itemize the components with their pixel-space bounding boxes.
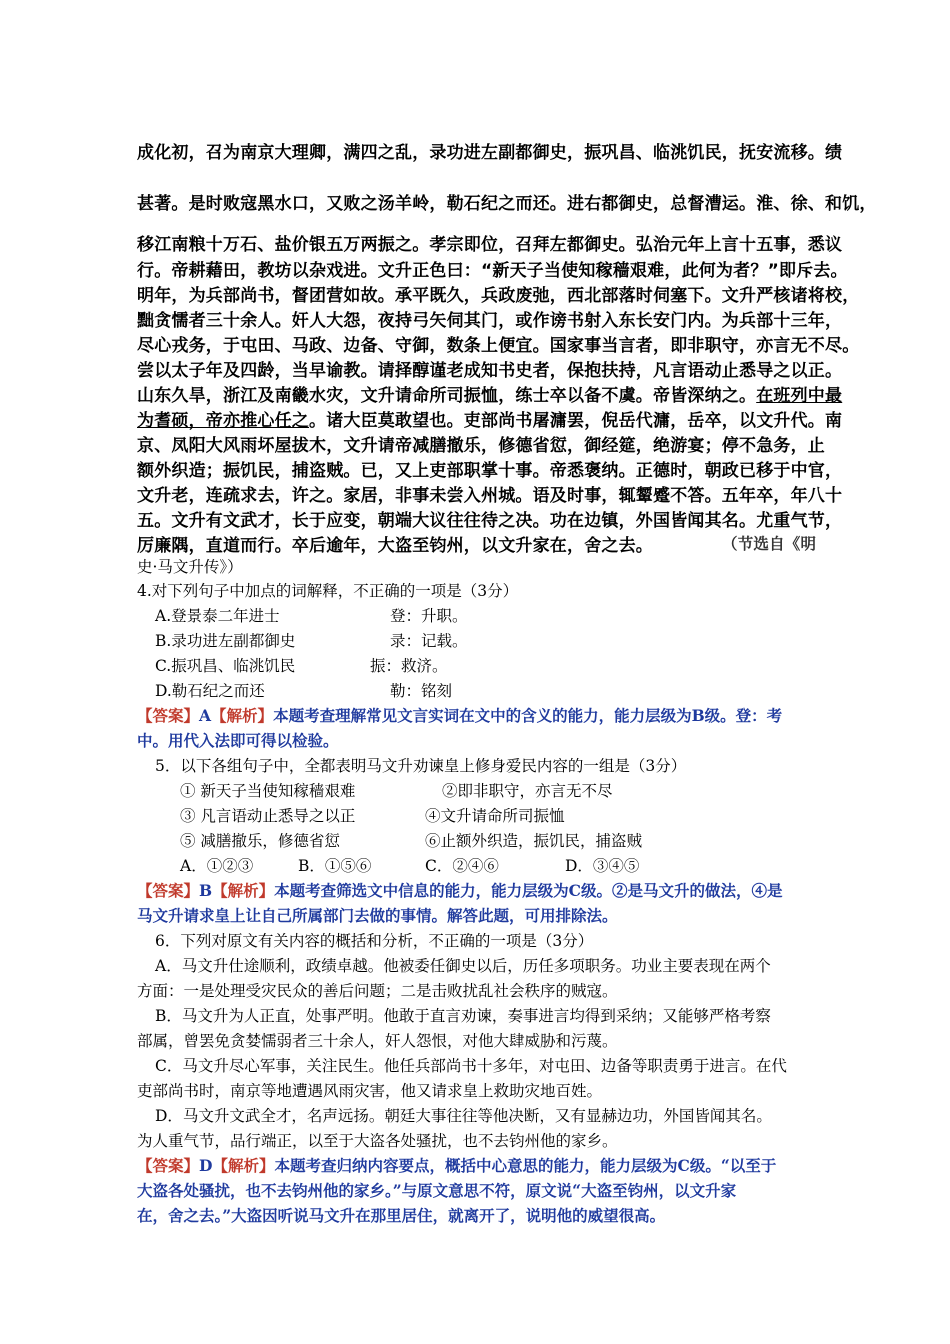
passage-line: 五。文升有文武才，长于应变，朝端大议往往待之决。功在边镇，外国皆闻其名。尤重气节，	[137, 511, 843, 531]
question-6-option: B．马文升为人正直，处事严明。他敢于直言劝谏，奏事进言均得到采纳；又能够严格考察	[155, 1007, 771, 1025]
question-5-choices	[180, 854, 870, 876]
analysis-text: 在，舍之去。”大盗因听说马文升在那里居住，就离开了，说明他的威望很高。	[137, 1206, 666, 1225]
option-gloss: 录：记载。	[390, 632, 468, 650]
passage-line: 甚著。是时败寇黑水口，又败之汤羊岭，勒石纪之而还。进右都御史，总督漕运。淮、徐、和饥，	[137, 194, 877, 214]
choice-c: C．②④⑥	[425, 857, 499, 875]
passage-line	[137, 531, 827, 556]
answer-tag: 【答案】	[137, 706, 200, 725]
answer-tag: 【答案】	[137, 881, 200, 900]
question-6-option: A．马文升仕途顺利，政绩卓越。他被委任御史以后，历任多项职务。功业主要表现在两个	[155, 957, 771, 975]
option-text: A.登景泰二年进士	[155, 607, 280, 625]
passage-line: 额外织造；振饥民，捕盗贼。已，又上吏部职掌十事。帝悉褒纳。正德时，朝政已移于中官，	[137, 461, 843, 481]
analysis-text: 马文升请求皇上让自己所属部门去做的事情。解答此题，可用排除法。	[137, 906, 618, 925]
choice-d: D．③④⑤	[565, 857, 640, 875]
question-6-answer	[137, 1154, 827, 1176]
question-4-option	[155, 654, 845, 676]
sentence-item: ① 新天子当使知稼穑艰难	[180, 782, 356, 800]
underlined-sentence: 为耆硕，帝亦推心任之	[137, 411, 309, 431]
question-6-option: C．马文升尽心军事，关注民生。他任兵部尚书十多年，对屯田、边备等职责勇于进言。在代	[155, 1057, 787, 1075]
question-4-stem: 4.对下列句子中加点的词解释，不正确的一项是（3分）	[137, 582, 519, 600]
question-6-option: 为人重气节，品行端正，以至于大盗各处骚扰，也不去钧州他的家乡。	[137, 1132, 618, 1150]
question-5-answer	[137, 879, 827, 901]
source-citation: （节选自《明	[722, 534, 817, 553]
option-text: B.录功进左副都御史	[155, 632, 296, 650]
analysis-tag: 【解析】	[212, 1156, 275, 1175]
analysis-text: 本题考查理解常见文言实词在文中的含义的能力，能力层级为B级。登：考	[273, 706, 783, 725]
sentence-item: ④文升请命所司振恤	[425, 807, 565, 825]
question-5-sentence-row	[180, 804, 870, 826]
passage-line: 尽心戎务，于屯田、马政、边备、守御，数条上便宜。国家事当言者，即非职守，亦言无不尽。	[137, 336, 860, 356]
option-text: D.勒石纪之而还	[155, 682, 265, 700]
answer-letter: A	[199, 706, 212, 725]
underlined-sentence: 在班列中最	[756, 386, 843, 406]
answer-tag: 【答案】	[137, 1156, 200, 1175]
question-4-answer	[137, 704, 827, 726]
sentence-item: ⑤ 减膳撤乐，修德省愆	[180, 832, 340, 850]
analysis-text: 中。用代入法即可得以检验。	[137, 731, 339, 750]
analysis-tag: 【解析】	[211, 706, 274, 725]
sentence-item: ⑥止额外织造，振饥民，捕盗贼	[425, 832, 643, 850]
sentence-item: ②即非职守，亦言无不尽	[442, 782, 613, 800]
option-text: C.振巩昌、临洮饥民	[155, 657, 296, 675]
question-4-option	[155, 679, 845, 701]
question-4-option	[155, 604, 845, 626]
question-6-option: 方面：一是处理受灾民众的善后问题；二是击败扰乱社会秩序的贼寇。	[137, 982, 618, 1000]
passage-text: 山东久旱，浙江及南畿水灾，文升请命所司振恤，练士卒以备不虞。帝皆深纳之。	[137, 386, 757, 406]
choice-a: A．①②③	[180, 857, 254, 875]
option-gloss: 振：救济。	[370, 657, 448, 675]
answer-letter: B	[199, 881, 213, 900]
passage-line: 明年，为兵部尚书，督团营如故。承平既久，兵政废弛，西北部落时伺塞下。文升严核诸将校，	[137, 286, 860, 306]
passage-line: 尝以太子年及四龄，当早谕教。请择醇谨老成知书史者，保抱扶持，凡言语动止悉导之以正。	[137, 361, 843, 381]
passage-line: 京、凤阳大风雨坏屋拔木，文升请帝减膳撤乐，修德省愆，御经筵，绝游宴；停不急务，止	[137, 436, 825, 456]
analysis-text: 本题考查归纳内容要点，概括中心意思的能力，能力层级为C级。“以至于	[274, 1156, 777, 1175]
analysis-tag: 【解析】	[212, 881, 275, 900]
source-citation: 史·马文升传》）	[137, 558, 243, 576]
question-6-option: 吏部尚书时，南京等地遭遇风雨灾害，他又请求皇上救助灾地百姓。	[137, 1082, 603, 1100]
question-5-sentence-row	[180, 779, 870, 801]
passage-line: 黜贪懦者三十余人。奸人大怨，夜持弓矢伺其门，或作谤书射入东长安门内。为兵部十三年，	[137, 311, 843, 331]
question-5-sentence-row	[180, 829, 870, 851]
passage-line: 成化初，召为南京大理卿，满四之乱，录功进左副都御史，振巩昌、临洮饥民，抚安流移。绩	[137, 143, 843, 163]
choice-b: B．①⑤⑥	[298, 857, 372, 875]
analysis-text: 本题考查筛选文中信息的能力，能力层级为C级。②是马文升的做法，④是	[274, 881, 783, 900]
passage-line	[137, 381, 843, 406]
question-6-stem: 6．下列对原文有关内容的概括和分析，不正确的一项是（3分）	[155, 932, 594, 950]
question-6-option: D．马文升文武全才，名声远扬。朝廷大事往往等他决断，又有显赫边功，外国皆闻其名。	[155, 1107, 772, 1125]
option-gloss: 登：升职。	[390, 607, 468, 625]
analysis-text: 大盗各处骚扰，也不去钧州他的家乡。”与原文意思不符，原文说“大盗至钧州，以文升家	[137, 1181, 737, 1200]
passage-line: 文升老，连疏求去，许之。家居，非事未尝入州城。语及时事，辄颦蹙不答。五年卒，年八十	[137, 486, 843, 506]
passage-text: 。诸大臣莫敢望也。吏部尚书屠滽罢，倪岳代滽，岳卒，以文升代。南	[309, 411, 843, 431]
passage-line: 行。帝耕藉田，教坊以杂戏进。文升正色曰：“新天子当使知稼穑艰难，此何为者？”即斥去。	[137, 261, 848, 281]
question-6-option: 部属，曾罢免贪婪懦弱者三十余人，奸人怨恨，对他大肆威胁和污蔑。	[137, 1032, 618, 1050]
passage-line	[137, 406, 843, 431]
passage-line: 移江南粮十万石、盐价银五万两振之。孝宗即位，召拜左都御史。弘治元年上言十五事，悉议	[137, 235, 843, 255]
answer-letter: D	[199, 1156, 213, 1175]
sentence-item: ③ 凡言语动止悉导之以正	[180, 807, 356, 825]
question-4-option	[155, 629, 845, 651]
question-5-stem: 5．以下各组句子中，全都表明马文升劝谏皇上修身爱民内容的一组是（3分）	[155, 757, 687, 775]
option-gloss: 勒：铭刻	[390, 682, 453, 700]
passage-text: 厉廉隅，直道而行。卒后逾年，大盗至钧州，以文升家在，舍之去。	[137, 536, 653, 556]
